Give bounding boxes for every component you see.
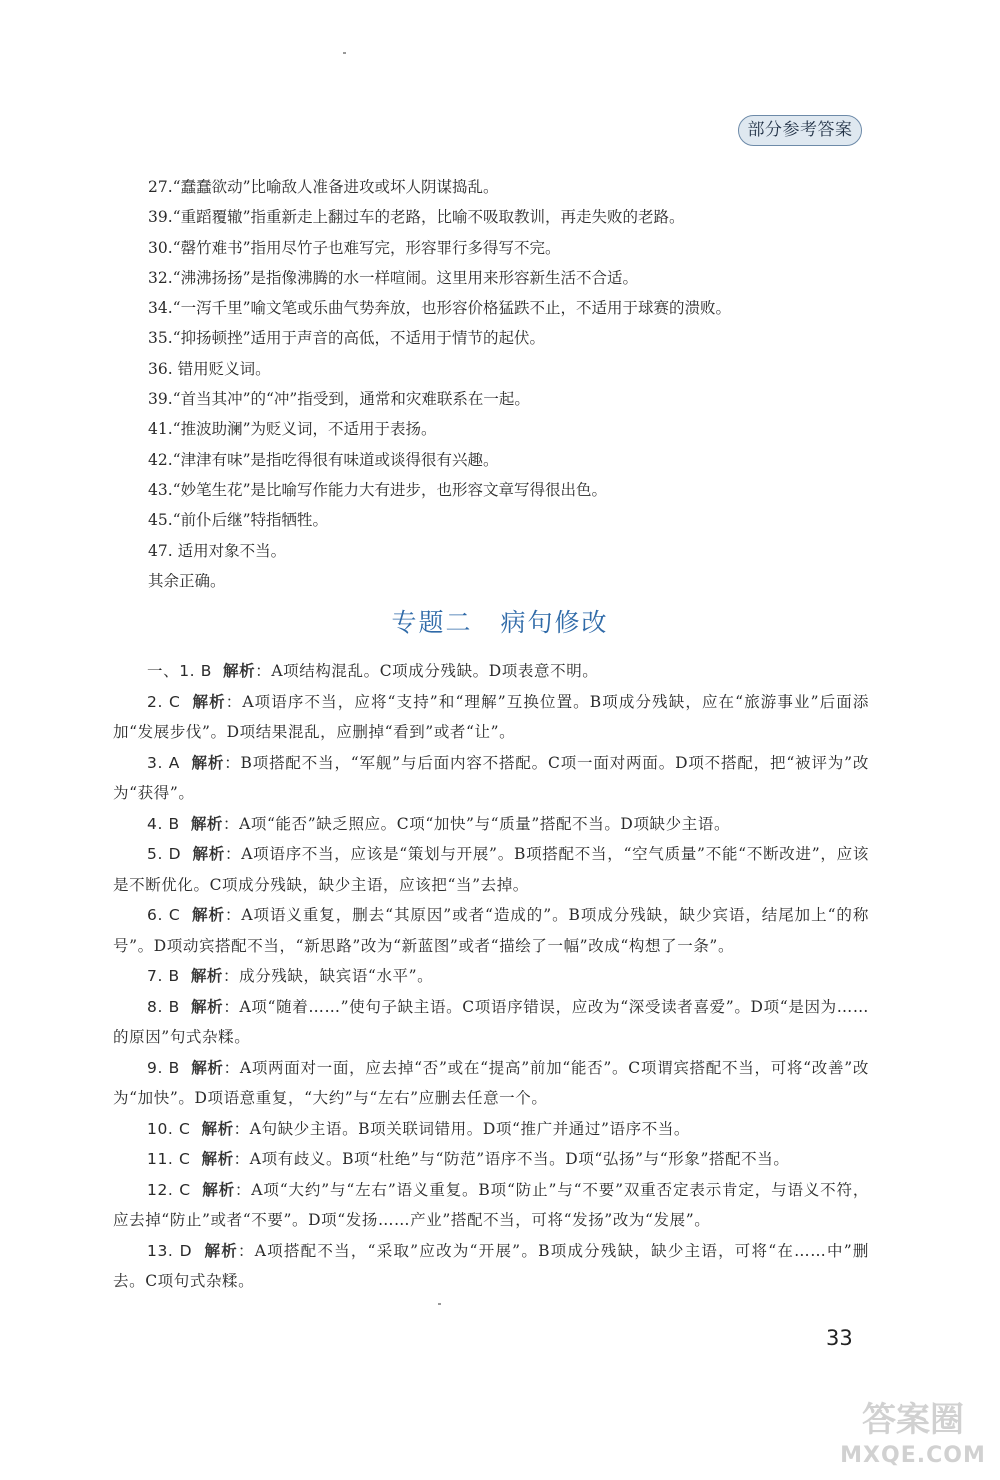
answer-text: ：A项语序不当，应将“支持”和“理解”互换位置。B项成分残缺，应在“旅游事业”后面添加“发展步伐”。D项结果混乱，应删掉“看到”或者“让”。 [113, 692, 869, 741]
answer-item [113, 992, 869, 1053]
analysis-label: 解析 [192, 906, 225, 924]
answer-text: ：成分残缺，缺宾语“水平”。 [223, 967, 434, 985]
site-watermark [838, 1400, 988, 1474]
answer-number: 5. D [147, 845, 182, 863]
list-item: 34.“一泻千里”喻文笔或乐曲气势奔放，也形容价格猛跌不止，不适用于球赛的溃败。 [148, 299, 732, 318]
answer-text: ：A项语序不当，应该是“策划与开展”。B项搭配不当，“空气质量”不能“不断改进”，应该是不断优化。C项成分残缺，缺少主语，应该把“当”去掉。 [113, 845, 869, 894]
list-item: 32.“沸沸扬扬”是指像沸腾的水一样喧闹。这里用来形容新生活不合适。 [148, 268, 639, 287]
analysis-label: 解析 [190, 997, 224, 1016]
answer-item [113, 1144, 869, 1175]
answer-number: 一、1. B [147, 662, 212, 680]
answer-text: ：B项搭配不当，“军舰”与后面内容不搭配。C项一面对两面。D项不搭配，把“被评为”改为“获得”。 [113, 753, 869, 802]
list-item: 41.“推波助澜”为贬义词，不适用于表扬。 [148, 420, 437, 439]
answer-text: ：A项有歧义。B项“杜绝”与“防范”语序不当。D项“弘扬”与“形象”搭配不当。 [233, 1150, 790, 1168]
answer-item [113, 961, 869, 992]
answer-item [113, 1175, 869, 1236]
analysis-label: 解析 [201, 1119, 234, 1138]
answer-number: 12. C [147, 1180, 191, 1199]
idiom-answer-list [148, 172, 878, 596]
analysis-label: 解析 [191, 753, 225, 772]
scan-speck [438, 1303, 441, 1305]
analysis-label: 解析 [190, 814, 224, 833]
answer-number: 11. C [147, 1150, 191, 1168]
answer-item [113, 900, 869, 961]
answer-item [113, 1053, 869, 1114]
analysis-label: 解析 [191, 1058, 224, 1077]
list-item: 39.“首当其冲”的“冲”指受到，通常和灾难联系在一起。 [148, 390, 530, 409]
analysis-label: 解析 [190, 967, 224, 985]
list-item: 39.“重蹈覆辙”指重新走上翻过车的老路，比喻不吸取教训，再走失败的老路。 [148, 208, 685, 227]
scan-speck [343, 52, 346, 54]
analysis-label: 解析 [192, 692, 226, 711]
list-item: 43.“妙笔生花”是比喻写作能力大有进步，也形容文章写得很出色。 [148, 480, 608, 499]
list-item: 45.“前仆后继”特指牺牲。 [148, 511, 328, 530]
watermark-url: MXQE.COM [840, 1443, 986, 1468]
answer-text: ：A项两面对一面，应去掉“否”或在“提高”前加“能否”。C项谓宾搭配不当，可将“改善”改为“加快”。D项语意重复，“大约”与“左右”应删去任意一个。 [113, 1058, 870, 1107]
header-badge: 部分参考答案 [738, 115, 862, 146]
answer-number: 10. C [147, 1119, 191, 1138]
answer-item [113, 839, 869, 900]
answer-number: 4. B [147, 814, 180, 833]
answer-number: 7. B [147, 967, 180, 985]
answer-explanations [113, 656, 869, 1297]
answer-text: ：A项结构混乱。C项成分残缺。D项表意不明。 [255, 662, 599, 680]
analysis-label: 解析 [192, 845, 225, 863]
answer-text: ：A句缺少主语。B项关联词错用。D项“推广并通过”语序不当。 [233, 1119, 691, 1138]
analysis-label: 解析 [201, 1150, 234, 1168]
list-item: 30.“罄竹难书”指用尽竹子也难写完，形容罪行多得写不完。 [148, 238, 561, 257]
analysis-label: 解析 [204, 1241, 238, 1260]
answer-number: 9. B [147, 1058, 180, 1077]
list-item: 47. 适用对象不当。 [148, 541, 287, 560]
answer-number: 3. A [147, 753, 180, 772]
answer-item [113, 1114, 869, 1145]
answer-number: 2. C [147, 692, 181, 711]
page-number: 33 [826, 1326, 853, 1350]
answer-text: ：A项“大约”与“左右”语义重复。B项“防止”与“不要”双重否定表示肯定，与语义不符，应去掉“防止”或者“不要”。D项“发扬……产业”搭配不当，可将“发扬”改为“发展”。 [113, 1180, 869, 1229]
answer-text: ：A项搭配不当，“采取”应改为“开展”。B项成分残缺，缺少主语，可将“在……中”删去。C项句式杂糅。 [113, 1241, 870, 1290]
list-item: 其余正确。 [148, 571, 226, 590]
answer-text: ：A项“随着……”使句子缺主语。C项语序错误，应改为“深受读者喜爱”。D项“是因为……的原因”句式杂糅。 [113, 997, 870, 1046]
answer-item [113, 748, 869, 809]
analysis-label: 解析 [223, 662, 256, 680]
list-item: 42.“津津有味”是指吃得很有味道或谈得很有兴趣。 [148, 450, 499, 469]
answer-item [113, 809, 869, 840]
answer-text: ：A项“能否”缺乏照应。C项“加快”与“质量”搭配不当。D项缺少主语。 [223, 814, 731, 833]
section-title: 专题二 病句修改 [391, 608, 609, 637]
answer-text: ：A项语义重复，删去“其原因”或者“造成的”。B项成分残缺，缺少宾语，结尾加上“的称号”。D项动宾搭配不当，“新思路”改为“新蓝图”或者“描绘了一幅”改成“构想了一条”。 [113, 906, 869, 955]
answer-item [113, 687, 869, 748]
answer-number: 8. B [147, 997, 180, 1016]
watermark-logo-text: 答案圈 [862, 1400, 964, 1440]
answer-number: 6. C [147, 906, 181, 924]
answer-number: 13. D [147, 1241, 193, 1260]
answer-item [113, 656, 869, 687]
list-item: 36. 错用贬义词。 [148, 359, 271, 378]
list-item: 27.“蠢蠢欲动”比喻敌人准备进攻或坏人阴谋捣乱。 [148, 178, 499, 196]
list-item: 35.“抑扬顿挫”适用于声音的高低，不适用于情节的起伏。 [148, 329, 546, 348]
answer-item [113, 1236, 869, 1297]
analysis-label: 解析 [202, 1180, 235, 1199]
